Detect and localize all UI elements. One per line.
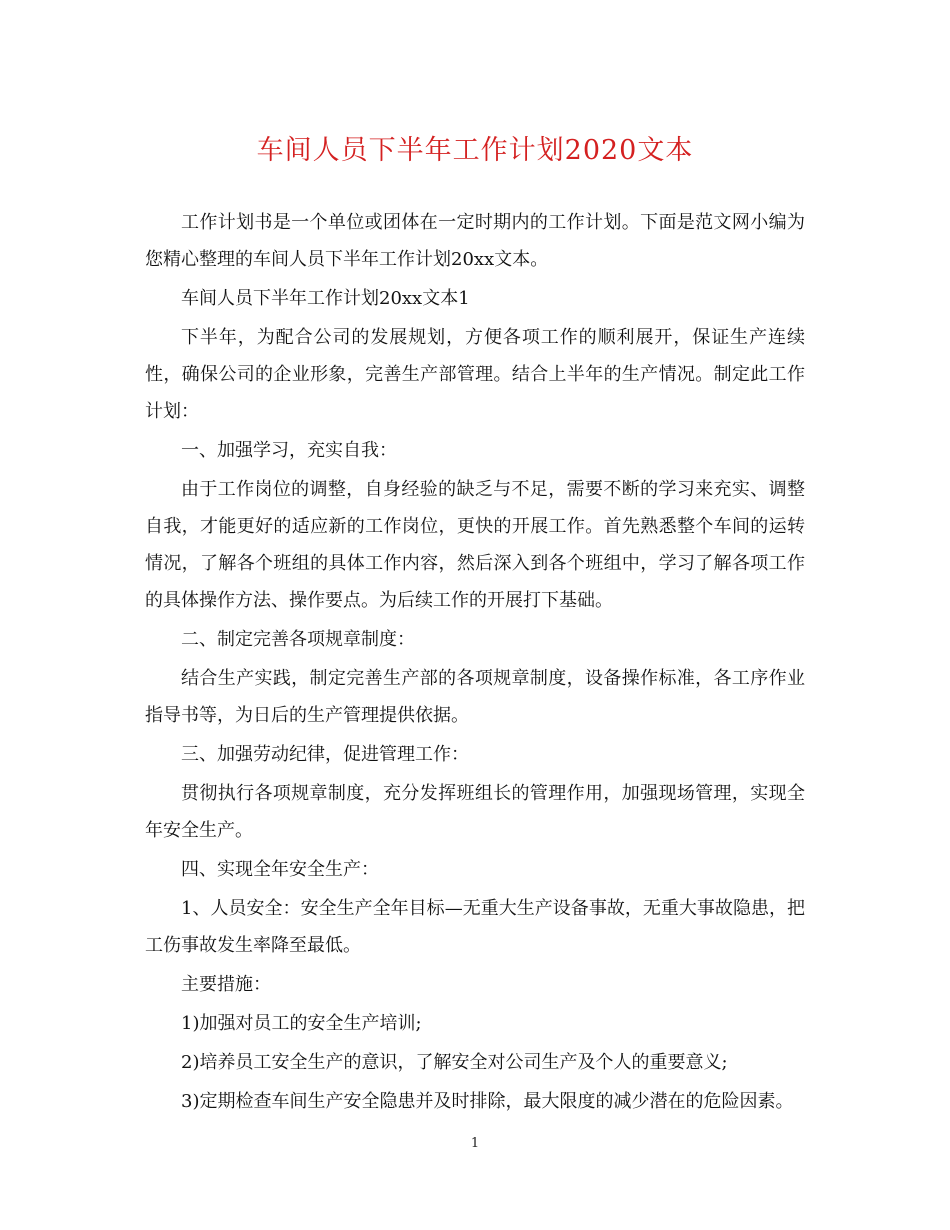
list-item: 2)培养员工安全生产的意识，了解安全对公司生产及个人的重要意义; [181,1052,728,1073]
section-heading: 三、加强劳动纪律，促进管理工作： [181,744,469,765]
page-title: 车间人员下半年工作计划2020文本 [256,135,694,166]
document-body [145,204,805,1122]
list-item: 1)加强对员工的安全生产培训; [181,1013,422,1034]
sub-heading: 主要措施： [181,974,271,995]
page-number: 1 [470,1136,480,1151]
body-paragraph: 贯彻执行各项规章制度，充分发挥班组长的管理作用，加强现场管理，实现全年安全生产。 [145,783,805,841]
list-item: 3)定期检查车间生产安全隐患并及时排除，最大限度的减少潜在的危险因素。 [181,1091,794,1112]
section-heading: 四、实现全年安全生产： [181,859,379,880]
section-heading: 车间人员下半年工作计划20xx文本1 [181,288,470,309]
section-heading: 一、加强学习，充实自我： [181,440,397,461]
body-paragraph: 下半年，为配合公司的发展规划，方便各项工作的顺利展开，保证生产连续性，确保公司的企业形象，完善生产部管理。结合上半年的生产情况。制定此工作计划： [145,327,805,422]
intro-paragraph: 工作计划书是一个单位或团体在一定时期内的工作计划。下面是范文网小编为您精心整理的车间人员下半年工作计划20xx文本。 [145,212,805,270]
section-heading: 二、制定完善各项规章制度： [181,629,415,650]
body-paragraph: 1、人员安全：安全生产全年目标—无重大生产设备事故，无重大事故隐患，把工伤事故发生率降至最低。 [145,898,805,956]
body-paragraph: 结合生产实践，制定完善生产部的各项规章制度，设备操作标准，各工序作业指导书等，为日后的生产管理提供依据。 [145,668,805,726]
body-paragraph: 由于工作岗位的调整，自身经验的缺乏与不足，需要不断的学习来充实、调整自我，才能更好的适应新的工作岗位，更快的开展工作。首先熟悉整个车间的运转情况，了解各个班组的具体工作内容，然后深入到各个班组中，学习了解各项工作的具体操作方法、操作要点。为后续工作的开展打下基础。 [145,479,805,611]
